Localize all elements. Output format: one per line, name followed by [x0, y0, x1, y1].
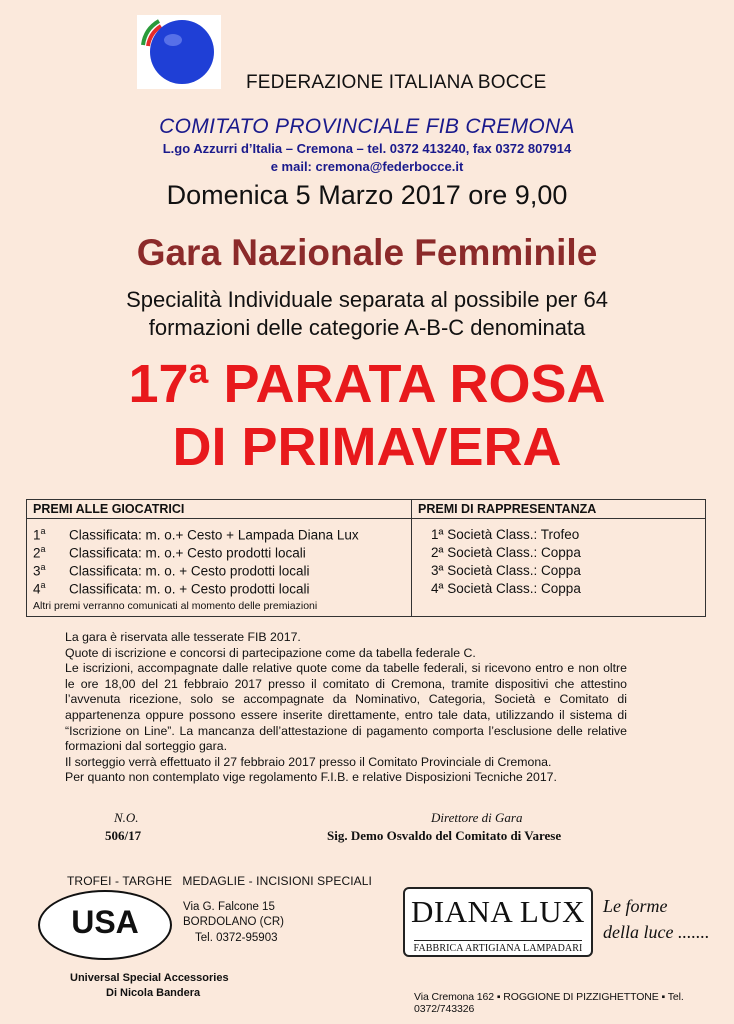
usa-services: TROFEI - TARGHE MEDAGLIE - INCISIONI SPECIALI: [67, 874, 372, 888]
committee-email: e mail: cremona@federbocce.it: [270, 159, 464, 174]
diana-lux-address: Via Cremona 162 ▪ ROGGIONE DI PIZZIGHETTONE ▪ Tel. 0372/743326: [414, 991, 684, 1015]
usa-company-name: Universal Special Accessories: [70, 972, 229, 984]
rules-paragraph: La gara è riservata alle tesserate FIB 2017.: [65, 630, 301, 644]
player-prize-row: 1$^a$ Classificata: m. o.+ Cesto + Lampada Diana Lux: [33, 526, 359, 543]
player-prize-row: 4$^a$ Classificata: m. o. + Cesto prodotti locali: [33, 580, 310, 597]
usa-logo-text: USA: [71, 904, 139, 940]
event-date: Domenica 5 Marzo 2017 ore 9,00: [166, 180, 568, 210]
event-name-line1: 17ª PARATA ROSA: [128, 354, 606, 414]
team-prize-row: 4ª Società Class.: Coppa: [431, 581, 581, 596]
usa-owner-name: Di Nicola Bandera: [106, 987, 201, 999]
usa-address-line1: Via G. Falcone 15: [183, 901, 275, 913]
director-name: Sig. Demo Osvaldo del Comitato di Varese: [327, 828, 562, 843]
event-title: Gara Nazionale Femminile: [136, 232, 598, 273]
diana-lux-tagline-line2: della luce .......: [603, 922, 710, 942]
fib-logo: [137, 15, 221, 89]
no-label: N.O.: [114, 810, 139, 825]
players-prizes-header: PREMI ALLE GIOCATRICI: [27, 500, 411, 519]
diana-lux-divider: [414, 940, 582, 941]
player-prize-row: 3$^a$ Classificata: m. o. + Cesto prodotti locali: [33, 562, 310, 579]
rules-text: [65, 630, 627, 786]
table-divider: [411, 519, 412, 616]
rules-paragraph: Quote di iscrizione e concorsi di partecipazione come da tabella federale C.: [65, 645, 476, 660]
event-subtitle-line2: formazioni delle categorie A-B-C denominata: [148, 315, 586, 340]
no-value: 506/17: [105, 828, 142, 843]
team-prize-row: 1ª Società Class.: Trofeo: [431, 527, 580, 542]
federation-name: FEDERAZIONE ITALIANA BOCCE: [246, 72, 547, 93]
team-prizes-header: PREMI DI RAPPRESENTANZA: [411, 500, 705, 519]
rules-paragraph: Per quanto non contemplato vige regolamento F.I.B. e relative Disposizioni Tecniche 2017.: [65, 770, 557, 785]
team-prize-row: 2ª Società Class.: Coppa: [431, 545, 581, 560]
player-prize-row: 2$^a$ Classificata: m. o.+ Cesto prodotti locali: [33, 544, 306, 561]
team-prize-row: 3ª Società Class.: Coppa: [431, 563, 581, 578]
event-name-line2: DI PRIMAVERA: [172, 417, 562, 477]
diana-lux-tagline-line1: Le forme: [603, 896, 668, 916]
director-label: Direttore di Gara: [431, 810, 523, 825]
rules-paragraph: Il sorteggio verrà effettuato il 27 febbraio 2017 presso il Comitato Provinciale di Cremona.: [65, 754, 552, 769]
usa-address-line2: BORDOLANO (CR): [183, 916, 284, 928]
usa-phone: Tel. 0372-95903: [195, 932, 278, 944]
rules-paragraph: Le iscrizioni, accompagnate dalle relative quote come da tabelle federali, si ricevono entro e non oltre le ore 18,00 del 21 febbraio 2017 presso il comitato di Cremona, tramite dispositivi che attestino l’avvenuta ricezione, solo se accompagnate da Nominativo, Categoria, Società e Comitato di appartenenza oppure possono essere inserite direttamente, entro tale data, utilizzando il sistema di “Iscrizione on Line”. La mancanza dell’attestazione di pagamento comporta l’esclusione delle relative formazioni dal sorteggio gara.: [65, 661, 627, 754]
prizes-table: [26, 499, 706, 617]
diana-lux-logo-subtitle: FABBRICA ARTIGIANA LAMPADARI: [413, 943, 583, 954]
diana-lux-logo-text: DIANA LUX: [410, 894, 586, 929]
committee-name: COMITATO PROVINCIALE FIB CREMONA: [159, 115, 575, 138]
committee-address: L.go Azzurri d’Italia – Cremona – tel. 0372 413240, fax 0372 807914: [162, 141, 572, 156]
other-prizes-note: Altri premi verranno comunicati al momento delle premiazioni: [33, 600, 318, 612]
event-subtitle-line1: Specialità Individuale separata al possibile per 64: [126, 287, 608, 312]
